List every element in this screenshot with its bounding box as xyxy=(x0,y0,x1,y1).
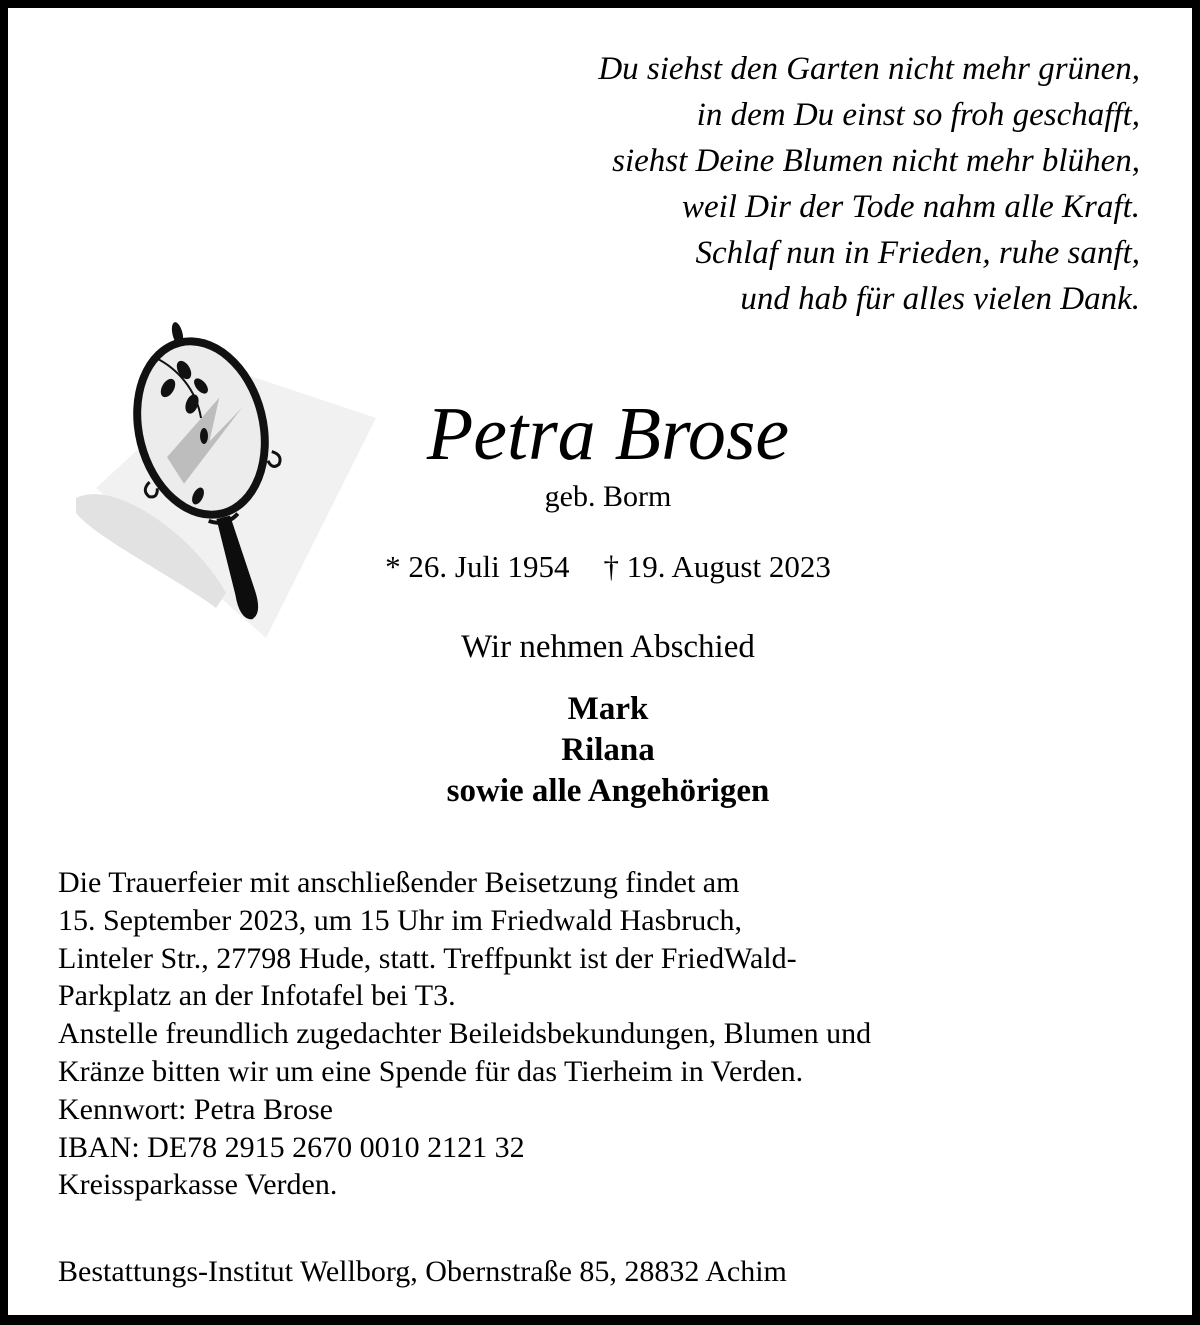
poem xyxy=(598,46,1140,322)
funeral-home-info: Bestattungs-Institut Wellborg, Obernstraße 85, 28832 Achim xyxy=(58,1255,787,1288)
poem-line: Schlaf nun in Frieden, ruhe sanft, xyxy=(695,235,1140,271)
poem-line: weil Dir der Tode nahm alle Kraft. xyxy=(681,189,1140,225)
details-line: Anstelle freundlich zugedachter Beileidsbekundungen, Blumen und xyxy=(58,1017,872,1051)
ceremony-details xyxy=(58,864,871,1204)
poem-line: Du siehst den Garten nicht mehr grünen, xyxy=(598,51,1140,87)
details-line: Parkplatz an der Infotafel bei T3. xyxy=(58,979,456,1013)
deceased-name: Petra Brose xyxy=(426,392,790,476)
poem-line: siehst Deine Blumen nicht mehr blühen, xyxy=(612,143,1140,179)
poem-line: und hab für alles vielen Dank. xyxy=(740,281,1140,317)
mourner-name: sowie alle Angehörigen xyxy=(446,773,770,809)
details-line: Kränze bitten wir um eine Spende für das Tierheim in Verden. xyxy=(58,1054,804,1088)
details-line: Linteler Str., 27798 Hude, statt. Treffpunkt ist der FriedWald- xyxy=(58,941,797,975)
farewell-line: Wir nehmen Abschied xyxy=(461,629,755,665)
mourner-name: Mark xyxy=(567,691,649,727)
life-dates xyxy=(258,546,958,588)
death-date: † 19. August 2023 xyxy=(603,549,831,584)
birth-date: * 26. Juli 1954 xyxy=(385,549,570,584)
details-line: 15. September 2023, um 15 Uhr im Friedwald Hasbruch, xyxy=(58,903,743,937)
details-line: IBAN: DE78 2915 2670 0010 2121 32 xyxy=(58,1130,525,1164)
details-line: Kreissparkasse Verden. xyxy=(58,1168,338,1202)
details-line: Kennwort: Petra Brose xyxy=(58,1092,333,1126)
poem-line: in dem Du einst so froh geschafft, xyxy=(696,97,1140,133)
details-line: Die Trauerfeier mit anschließender Beisetzung findet am xyxy=(58,866,740,899)
maiden-name: geb. Borm xyxy=(544,480,672,513)
mourner-name: Rilana xyxy=(561,732,655,768)
mourners-list xyxy=(258,689,958,812)
